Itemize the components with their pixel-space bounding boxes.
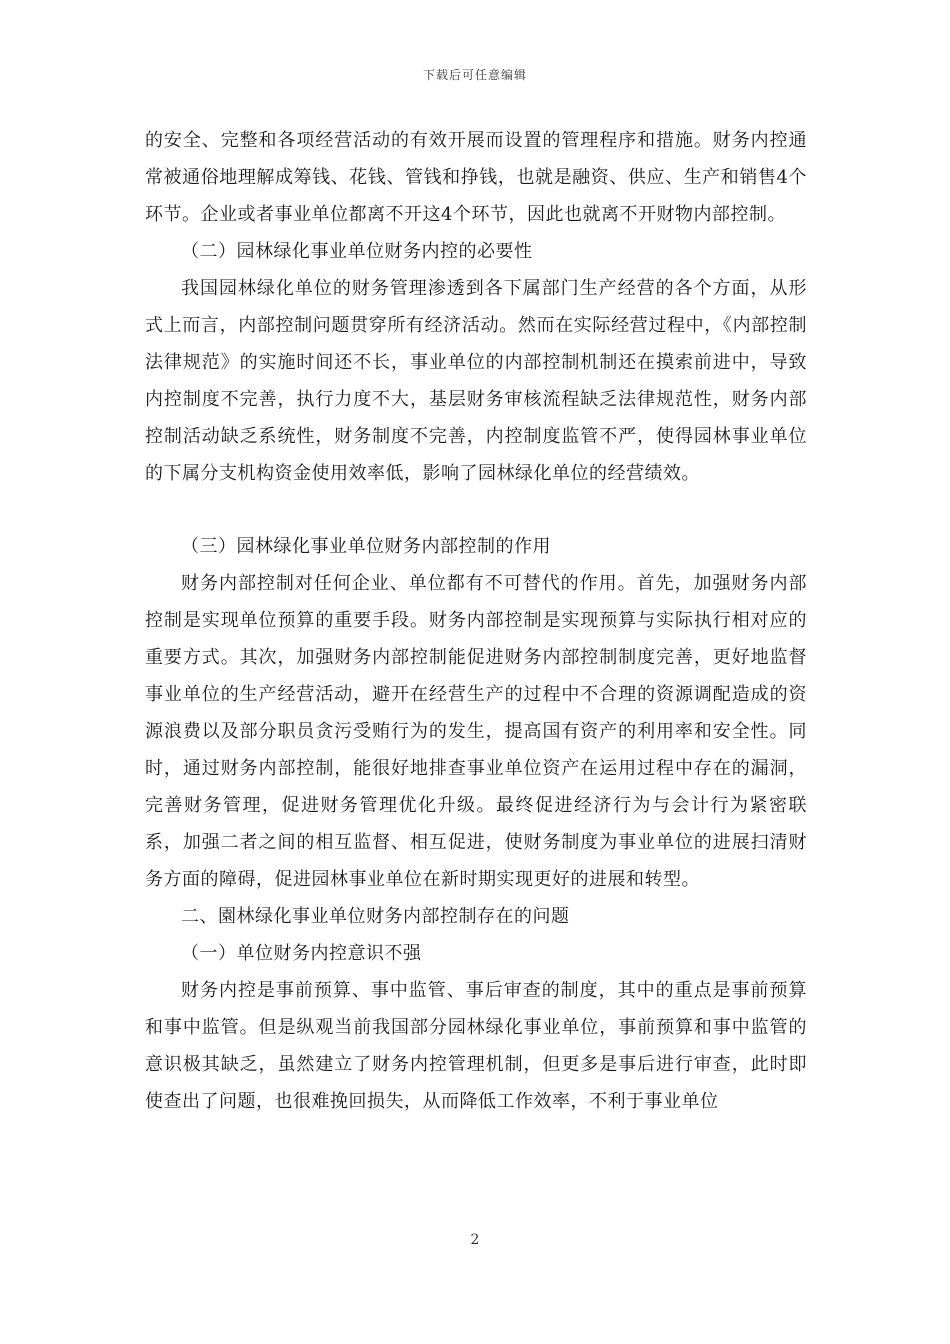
paragraph-gap [145,492,807,528]
chapter-heading-2: 二、園林绿化事业单位财务内部控制存在的问题 [181,906,570,927]
document-body [145,122,807,1120]
section-heading-2: （二）园林绿化事业单位财务内控的必要性 [181,241,533,262]
page-header: 下载后可任意编辑 [422,68,527,82]
paragraph-necessity: 我国园林绿化单位的财务管理渗透到各下属部门生产经营的各个方面，从形式上而言，内部控制问题贯穿所有经济活动。然而在实际经营过程中，《内部控制法律规范》的实施时间还不长，事业单位的内部控制机制还在摸索前进中，导致内控制度不完善，执行力度不大，基层财务审核流程缺乏法律规范性，财务内部控制活动缺乏系统性，财务制度不完善，内控制度监管不严，使得园林事业单位的下属分支机构资金使用效率低，影响了园林绿化单位的经营绩效。 [145,278,807,484]
section-heading-3: （三）园林绿化事业单位财务内部控制的作用 [181,536,551,557]
subsection-heading-1: （一）单位财务内控意识不强 [181,943,422,964]
paragraph-continued: 的安全、完整和各项经营活动的有效开展而设置的管理程序和措施。财务内控通常被通俗地理解成筹钱、花钱、管钱和挣钱，也就是融资、供应、生产和销售4个环节。企业或者事业单位都离不开这4个环节，因此也就离不开财物内部控制。 [145,130,807,225]
paragraph-awareness: 财务内控是事前预算、事中监管、事后审查的制度，其中的重点是事前预算和事中监管。但是纵观当前我国部分园林绿化事业单位，事前预算和事中监管的意识极其缺乏，虽然建立了财务内控管理机制，但更多是事后进行审查，此时即使查出了问题，也很难挽回损失，从而降低工作效率，不利于事业单位 [145,980,807,1112]
page-number: 2 [470,1232,480,1248]
paragraph-role: 财务内部控制对任何企业、单位都有不可替代的作用。首先，加强财务内部控制是实现单位预算的重要手段。财务内部控制是实现预算与实际执行相对应的重要方式。其次，加强财务内部控制能促进财务内部控制制度完善，更好地监督事业单位的生产经营活动，避开在经营生产的过程中不合理的资源调配造成的资源浪费以及部分职员贪污受贿行为的发生，提高国有资产的利用率和安全性。同时，通过财务内部控制，能很好地排查事业单位资产在运用过程中存在的漏洞，完善财务管理，促进财务管理优化升级。最终促进经济行为与会计行为紧密联系，加强二者之间的相互监督、相互促进，使财务制度为事业单位的进展扫清财务方面的障碍，促进园林事业单位在新时期实现更好的进展和转型。 [145,573,807,890]
